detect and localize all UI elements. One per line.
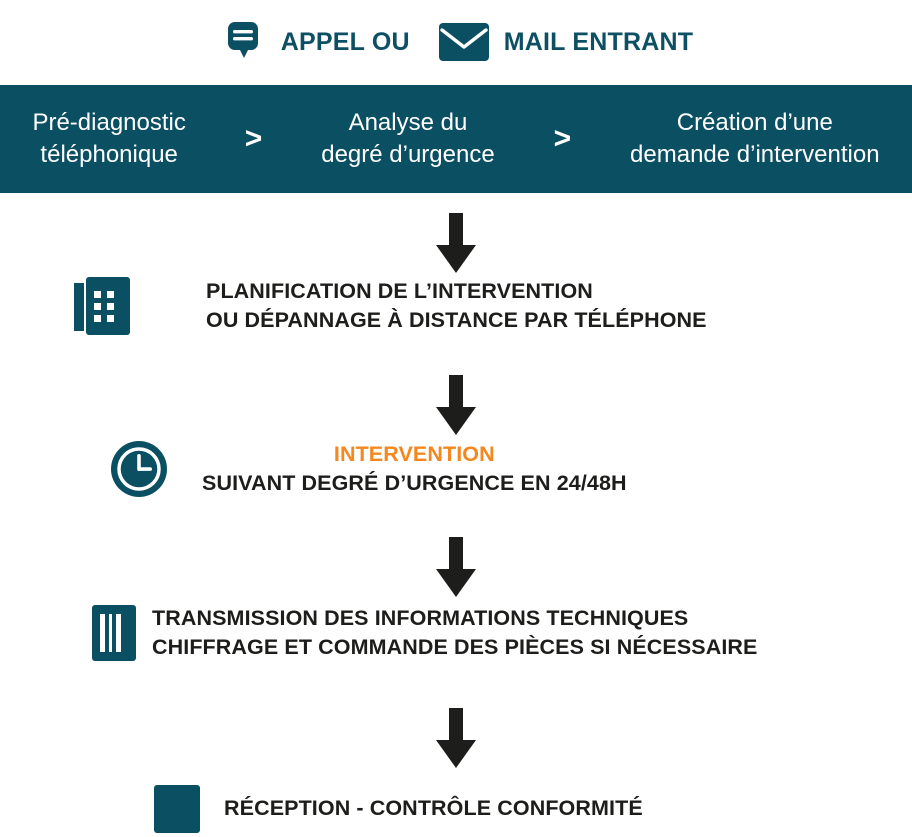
step-planification — [0, 277, 912, 335]
banner-step-1: Pré-diagnostic téléphonique — [32, 108, 186, 168]
entry-channel-phone — [219, 18, 410, 66]
step-transmission-line1: TRANSMISSION DES INFORMATIONS TECHNIQUES — [152, 606, 689, 630]
banner-step-3: Création d’une demande d’intervention — [630, 108, 880, 168]
flow-arrow-2 — [434, 375, 478, 437]
entry-channel-mail — [410, 22, 693, 62]
step-intervention — [0, 440, 912, 498]
phone-label: APPEL OU — [280, 27, 410, 56]
entry-channels-row — [0, 0, 912, 84]
banner-step-2: Analyse du degré d’urgence — [321, 108, 495, 168]
document-icon — [0, 605, 152, 661]
step-reception — [0, 785, 912, 833]
calendar-icon — [0, 277, 146, 335]
phone-icon — [219, 18, 267, 66]
mail-label: MAIL ENTRANT — [503, 27, 694, 56]
step-planification-line2: OU DÉPANNAGE À DISTANCE PAR TÉLÉPHONE — [206, 308, 707, 333]
banner-separator-1: > — [244, 122, 263, 155]
step-transmission — [0, 604, 912, 662]
process-banner — [0, 85, 912, 193]
step-transmission-line2: CHIFFRAGE ET COMMANDE DES PIÈCES SI NÉCESSAIRE — [152, 635, 758, 660]
step-reception-line1: RÉCEPTION - CONTRÔLE CONFORMITÉ — [224, 796, 643, 821]
step-planification-line1: PLANIFICATION DE L’INTERVENTION — [206, 279, 593, 303]
flow-arrow-4 — [434, 708, 478, 770]
step-planification-text — [146, 277, 707, 335]
box-icon — [0, 785, 216, 833]
step-intervention-line2: SUIVANT DEGRÉ D’URGENCE EN 24/48H — [202, 471, 627, 496]
step-intervention-text — [184, 440, 627, 498]
mail-icon — [438, 22, 490, 62]
clock-icon — [0, 440, 184, 498]
banner-separator-2: > — [553, 122, 572, 155]
step-transmission-text — [152, 604, 757, 662]
step-intervention-line1: INTERVENTION — [333, 442, 495, 466]
flow-arrow-3 — [434, 537, 478, 599]
flow-arrow-1 — [434, 213, 478, 275]
step-reception-text — [216, 794, 643, 823]
